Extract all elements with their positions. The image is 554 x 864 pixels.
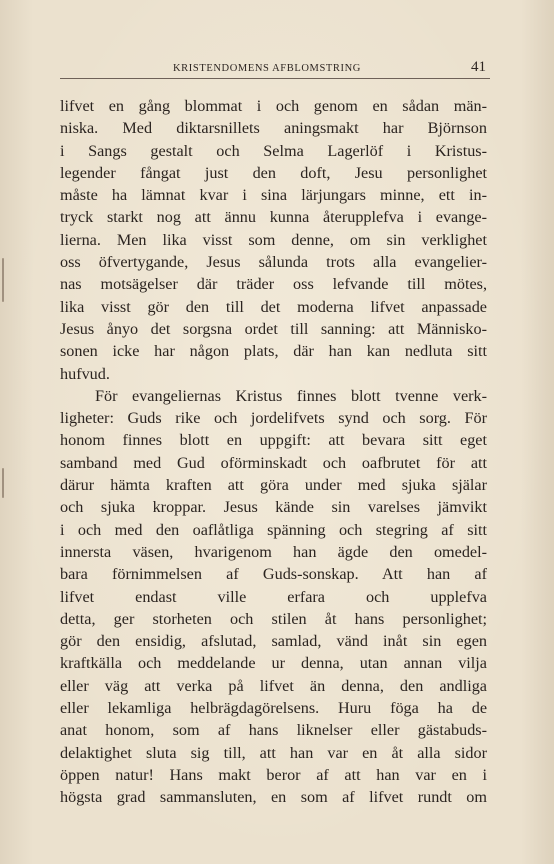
text-line: måste ha lämnat kvar i sina lärjungars minne, ett in- [60, 186, 487, 205]
text-line: eller lekamliga helbrägdagörelsens. Huru föga ha de [60, 699, 487, 718]
text-line: legender fångat just den doft, Jesu personlighet [60, 163, 487, 182]
text-line: tryck starkt nog att ännu kunna återupplefva i evange- [60, 208, 487, 227]
text-line: och sjuka kroppar. Jesus kände sin varelses jämvikt [60, 498, 487, 517]
running-head: KRISTENDOMENS AFBLOMSTRING [173, 63, 361, 74]
text-line: detta, ger storheten och stilen åt hans personlighet; [60, 609, 487, 628]
text-line: i och med den oaflåtliga spänning och stegring af sitt [60, 520, 487, 539]
text-line: honom finnes blott en uppgift: att bevara sitt eget [60, 431, 487, 450]
text-line: lifvet en gång blommat i och genom en sådan män- [60, 97, 487, 115]
text-line: nas motsägelser där träder oss lefvande till mötes, [60, 275, 487, 294]
text-line: niska. Med diktarsnillets aningsmakt har Björnson [60, 119, 487, 138]
text-line: i Sangs gestalt och Selma Lagerlöf i Kristus- [60, 141, 487, 160]
text-line: För evangeliernas Kristus finnes blott tvenne verk- [95, 386, 487, 405]
text-line: lifvet endast ville erfara och upplefva [60, 587, 487, 606]
text-line: ligheter: Guds rike och jordelifvets synd och sorg. För [60, 409, 487, 428]
text-line: oss öfvertygande, Jesus sålunda trots alla evangelier- [60, 253, 487, 272]
text-line: eller väg att verka på lifvet än denna, den andliga [60, 676, 487, 695]
text-line: högsta grad sammansluten, en som af lifvet rundt om [60, 788, 487, 807]
text-line: hufvud. [60, 364, 110, 383]
page-number: 41 [471, 59, 486, 75]
text-line: sonen icke har någon plats, där han kan nedluta sitt [60, 342, 487, 361]
text-line: öppen natur! Hans makt beror af att han var en i [60, 765, 487, 784]
body-text [60, 95, 487, 809]
text-line: samband med Gud oförminskadt och oafbrutet för att [60, 453, 487, 472]
page-edge-mark [2, 468, 4, 498]
text-line: lierna. Men lika visst som denne, om sin verklighet [60, 230, 487, 249]
text-line: anat honom, som af hans liknelser eller gästabuds- [60, 721, 487, 740]
text-line: innersta väsen, hvarigenom han ägde den omedel- [60, 542, 487, 561]
header-rule [60, 78, 490, 79]
text-line: bara förnimmelsen af Guds-sonskap. Att han af [60, 565, 487, 584]
text-line: lika visst gör den till det moderna lifvet anpassade [60, 297, 487, 316]
text-line: gör den ensidig, afslutad, samlad, vänd inåt sin egen [60, 632, 487, 651]
page-edge-mark [2, 258, 4, 302]
text-line: kraftkälla och meddelande ur denna, utan annan vilja [60, 654, 487, 673]
text-line: delaktighet sluta sig till, att han var en åt alla sidor [60, 743, 487, 762]
text-line: Jesus ånyo det sorgsna ordet till sanning: att Människo- [60, 319, 487, 338]
page-header [60, 60, 490, 78]
text-line: därur hämta kraften att göra under med sjuka själar [60, 476, 487, 495]
